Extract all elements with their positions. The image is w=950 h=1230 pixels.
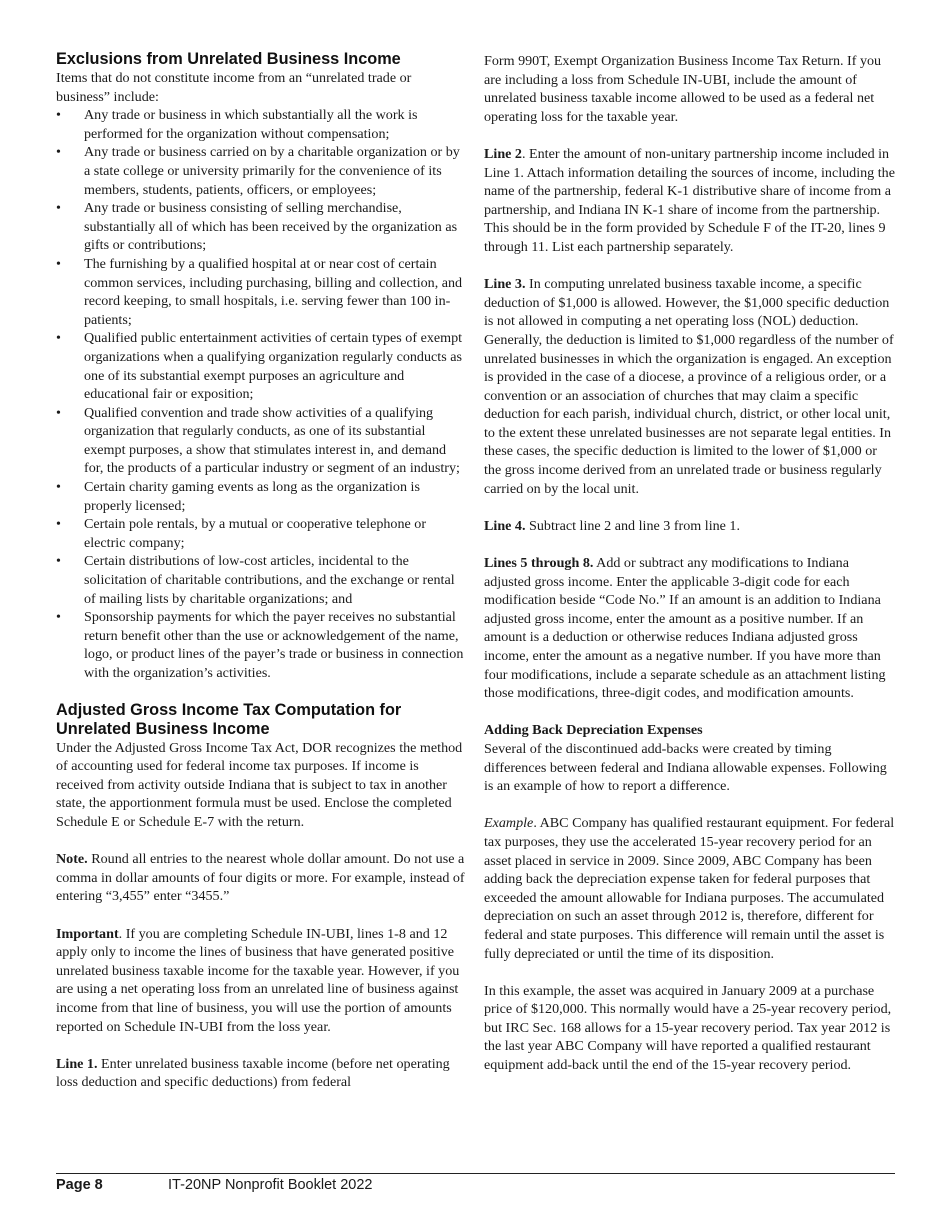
exclusions-list: [56, 106, 468, 682]
lines5-8-text: Add or subtract any modifications to Indiana adjusted gross income. Enter the applicable 3-digit code for each modification beside “Code No.” If an amount is an addition to Indiana adjusted gross income, enter the amount as a positive number. If an amount is a deduction or otherwise reduces Indiana adjusted gross income, enter the amount as a negative number. If you have more than four modifications, include a separate schedule as an attachment listing those modifications, three-digit codes, and modification amounts.: [484, 555, 886, 702]
line4-text: Subtract line 2 and line 3 from line 1.: [525, 517, 741, 534]
list-item: • Any trade or business consisting of selling merchandise, substantially all of which has been received by the organization as gifts or contributions;: [56, 199, 468, 255]
list-item: • Any trade or business carried on by a charitable organization or by a state college or university primarily for the convenience of its members, students, patients, officers, or employees;: [56, 143, 468, 199]
list-item: • The furnishing by a qualified hospital at or near cost of certain common services, including purchasing, billing and collection, and record keeping, to small hospitals, i.e. serving fewer than 100 in-patients;: [56, 255, 468, 329]
line2-text: . Enter the amount of non-unitary partnership income included in Line 1. Attach information detailing the sources of income, including the name of the partnership, federal K-1 distributive share of income from a partnership, and Indiana IN K-1 share of income from the partnership. This should be in the form provided by Schedule F of the IT-20, lines 9 through 11. List each partnership separately.: [484, 145, 895, 255]
line1-paragraph: [56, 1055, 468, 1092]
section-heading-agi-computation: Adjusted Gross Income Tax Computation for Unrelated Business Income: [56, 700, 402, 738]
exclusions-intro: Items that do not constitute income from an “unrelated trade or business” include:: [56, 70, 412, 105]
note-label: Note.: [56, 851, 88, 868]
depreciation-paragraph: Several of the discontinued add-backs were created by timing differences between federal and Indiana allowable expenses. Following is an example of how to report a difference.: [484, 740, 887, 795]
line3-paragraph: [484, 275, 896, 498]
list-item: • Any trade or business in which substantially all the work is performed for the organization without compensation;: [56, 106, 468, 143]
list-item: • Certain pole rentals, by a mutual or cooperative telephone or electric company;: [56, 515, 468, 552]
list-item: • Qualified convention and trade show activities of a qualifying organization that regularly conducts, as one of its substantial exempt purposes, a show that stimulates interest in, and demand for, the products of a particular industry or segment of an industry;: [56, 404, 468, 478]
line2-label: Line 2: [484, 145, 522, 162]
line1-label: Line 1.: [56, 1055, 98, 1072]
line3-label: Line 3.: [484, 276, 526, 293]
footer-divider: [56, 1173, 895, 1174]
example-text: . ABC Company has qualified restaurant equipment. For federal tax purposes, they use the accelerated 15-year recovery period for an asset placed in service in 2009. Since 2009, ABC Company has been adding back the depreciation expense taken for federal purposes that exceeded the amount allowable for Indiana purposes. The accumulated depreciation on such an asset through 2012 is, therefore, different for federal and state purposes. This difference will remain until the asset is fully depreciated or until the time of its disposition.: [484, 815, 895, 962]
list-item: • Certain charity gaming events as long as the organization is properly licensed;: [56, 478, 468, 515]
line1-text: Enter unrelated business taxable income (before net operating loss deduction and specific deductions) from federal: [56, 1055, 450, 1091]
note-paragraph: [56, 850, 468, 906]
important-text: . If you are completing Schedule IN-UBI, lines 1-8 and 12 apply only to income the lines of business that have generated positive unrelated business taxable income for the taxable year. However, if you are using a net operating loss from an unrelated line of business against income from that line of business, you will use the portion of amounts reported on Schedule IN-UBI from the loss year.: [56, 925, 460, 1035]
line4-label: Line 4.: [484, 517, 526, 534]
line3-text: In computing unrelated business taxable income, a specific deduction of $1,000 is allowed. However, the $1,000 specific deduction is not allowed in computing a net operating loss (NOL) deduction. Generally, the deduction is limited to $1,000 regardless of the number of unrelated businesses in which the organization is engaged. An exception is provided in the case of a diocese, a province of a religious order, or a convention or an association of churches that may claim a specific deduction for each parish, individual church, district, or other local unit, to the extent these unrelated businesses are not separate legal entities. In these cases, the specific deduction is limited to the lower of $1,000 or the gross income derived from an unrelated trade or business regularly carried on by the local unit.: [484, 276, 894, 497]
note-text: Round all entries to the nearest whole dollar amount. Do not use a comma in dollar amounts of four digits or more. For example, instead of entering “3,455” enter “3455.”: [56, 851, 465, 905]
line1-continuation: Form 990T, Exempt Organization Business Income Tax Return. If you are including a loss from Schedule IN-UBI, include the amount of unrelated business taxable income allowed to be used as a federal net operating loss for the taxable year.: [484, 53, 882, 125]
booklet-title: IT-20NP Nonprofit Booklet 2022: [168, 1177, 373, 1193]
section-heading-exclusions: Exclusions from Unrelated Business Income: [56, 50, 401, 68]
left-column: [56, 50, 468, 1092]
page-number: Page 8: [56, 1177, 103, 1193]
agi-paragraph: Under the Adjusted Gross Income Tax Act, DOR recognizes the method of accounting used for federal income tax purposes. If income is received from activity outside Indiana that is subject to tax in another state, the apportionment formula must be used. Enclose the completed Schedule E or Schedule E-7 with the return.: [56, 739, 463, 830]
list-item: • Qualified public entertainment activities of certain types of exempt organizations when a qualifying organization regularly conducts as one of its substantial exempt purposes an agriculture and educational fair or exposition;: [56, 329, 468, 403]
example-label: Example: [484, 815, 534, 832]
lines5-8-paragraph: [484, 554, 896, 703]
final-paragraph: In this example, the asset was acquired in January 2009 at a purchase price of $120,000. This normally would have a 25-year recovery period, but IRC Sec. 168 allows for a 15-year recovery period. Tax year 2012 is the last year ABC Company will have reported a qualified restaurant equipment add-back until the end of the 15-year recovery period.: [484, 982, 892, 1074]
list-item: • Certain distributions of low-cost articles, incidental to the solicitation of charitable contributions, and the exchange or rental of mailing lists by charitable organizations; and: [56, 552, 468, 608]
depreciation-heading: Adding Back Depreciation Expenses: [484, 722, 703, 739]
example-paragraph: [484, 814, 896, 963]
line2-paragraph: [484, 145, 896, 257]
important-label: Important: [56, 925, 119, 942]
lines5-8-label: Lines 5 through 8.: [484, 555, 594, 572]
important-paragraph: [56, 925, 468, 1037]
right-column: [484, 52, 896, 1075]
list-item: • Sponsorship payments for which the payer receives no substantial return benefit other than the use or acknowledgement of the name, logo, or product lines of the payer’s trade or business in connection with the organization’s activities.: [56, 608, 468, 682]
line4-paragraph: [484, 517, 896, 536]
